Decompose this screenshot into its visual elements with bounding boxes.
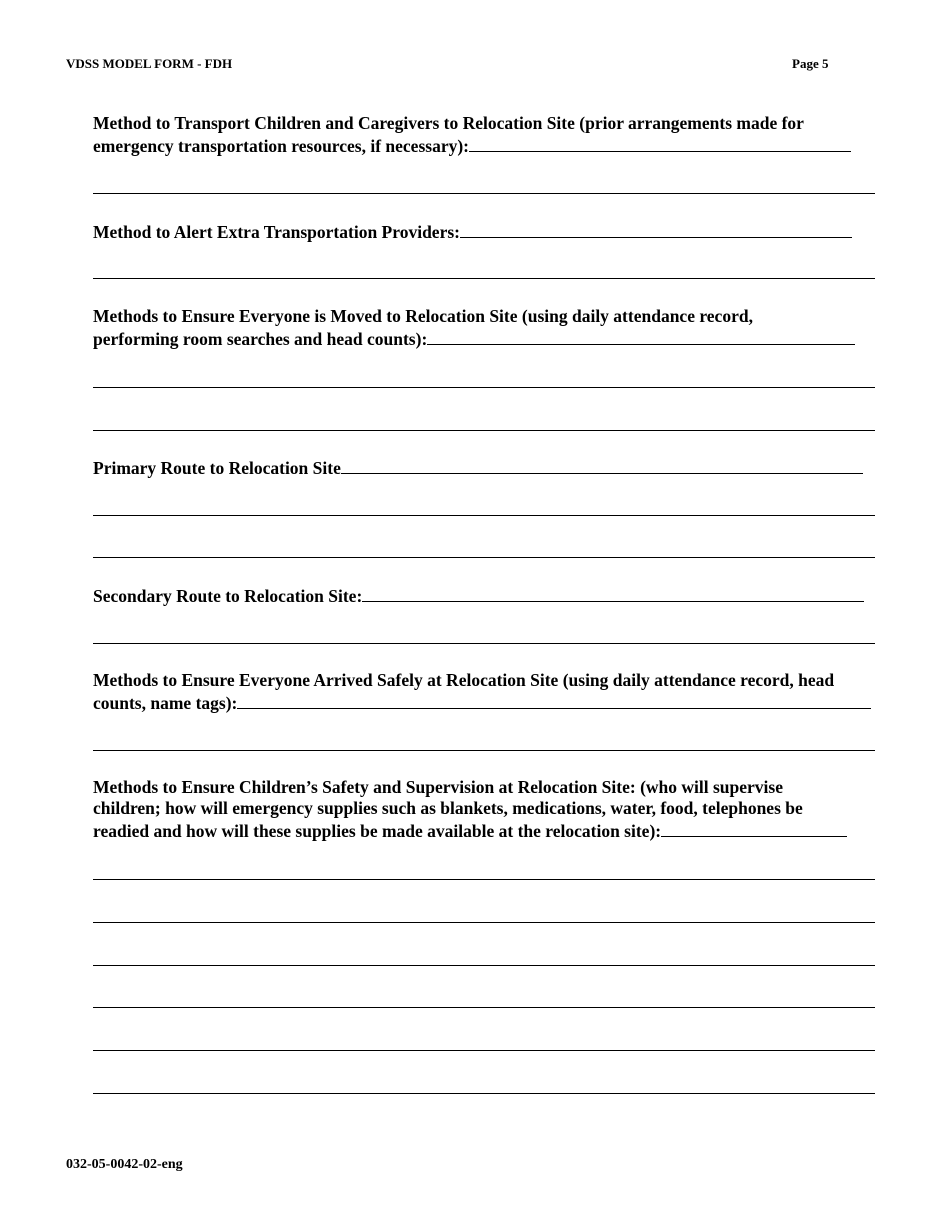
answer-line[interactable] [93,750,875,751]
answer-blank[interactable] [460,220,852,238]
answer-line[interactable] [93,879,875,880]
answer-line[interactable] [93,278,875,279]
answer-line[interactable] [93,193,875,194]
answer-line[interactable] [93,1093,875,1094]
question-text-line: performing room searches and head counts): [93,329,428,349]
question-text-line: emergency transportation resources, if necessary): [93,136,469,156]
answer-line[interactable] [93,922,875,923]
question-text-line: Method to Transport Children and Caregivers to Relocation Site (prior arrangements made for [93,113,804,133]
question-text-line: Primary Route to Relocation Site [93,458,341,478]
answer-blank[interactable] [362,584,864,602]
question-moved [93,306,888,350]
answer-line[interactable] [93,1007,875,1008]
form-title: VDSS MODEL FORM - FDH [66,56,233,71]
question-text-line: Methods to Ensure Everyone is Moved to Relocation Site (using daily attendance record, [93,306,753,326]
question-text-line: readied and how will these supplies be made available at the relocation site): [93,821,662,841]
answer-line[interactable] [93,430,875,431]
question-text-line: Methods to Ensure Everyone Arrived Safely at Relocation Site (using daily attendance record, head [93,670,835,690]
question-arrived [93,670,888,714]
answer-line[interactable] [93,515,875,516]
form-number: 032-05-0042-02-eng [66,1157,183,1172]
question-text-line: Secondary Route to Relocation Site: [93,586,363,606]
question-transport [93,113,888,157]
answer-line[interactable] [93,387,875,388]
answer-line[interactable] [93,557,875,558]
page-number: Page 5 [792,56,829,71]
question-secondary-route [93,584,888,607]
answer-line[interactable] [93,1050,875,1051]
question-primary-route [93,456,888,479]
question-text-line: counts, name tags): [93,693,238,713]
question-supervision [93,777,888,842]
answer-line[interactable] [93,643,875,644]
question-text-line: Methods to Ensure Children’s Safety and Supervision at Relocation Site: (who will supervise [93,777,783,797]
answer-line[interactable] [93,965,875,966]
answer-blank[interactable] [469,134,851,152]
question-text-line: children; how will emergency supplies such as blankets, medications, water, food, telephones be [93,798,803,818]
question-text-line: Method to Alert Extra Transportation Providers: [93,222,460,242]
answer-blank[interactable] [341,456,863,474]
question-alert-providers [93,220,888,243]
answer-blank[interactable] [661,819,847,837]
answer-blank[interactable] [427,327,855,345]
answer-blank[interactable] [237,691,871,709]
